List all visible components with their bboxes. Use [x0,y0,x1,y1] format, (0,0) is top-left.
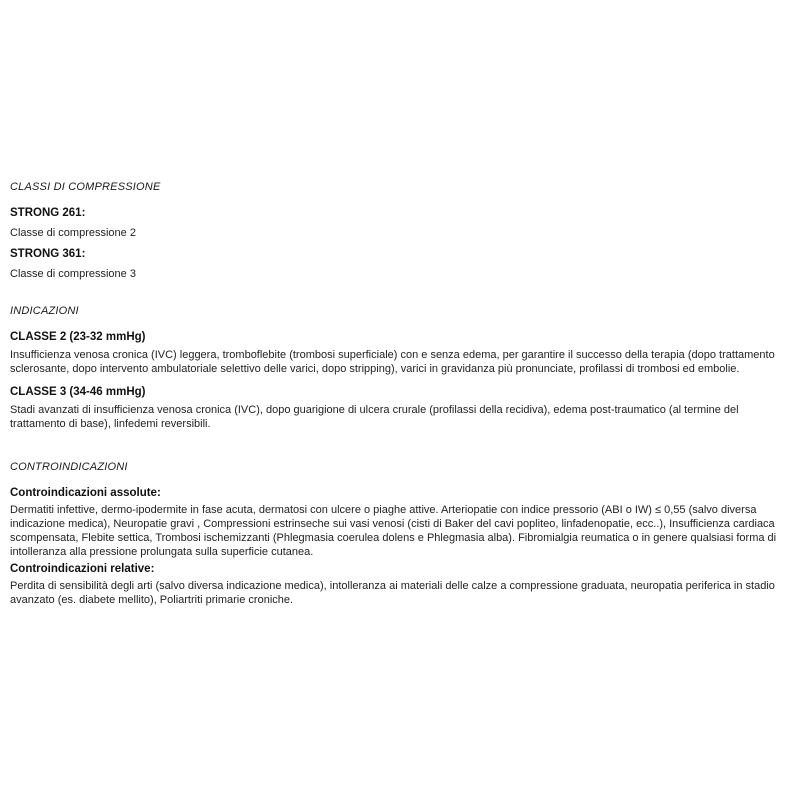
item-label-strong-261: STRONG 261: [10,207,86,219]
item-text-strong-361: Classe di compressione 3 [10,268,136,280]
section-heading-contraindications: CONTROINDICAZIONI [10,461,128,473]
section-indications [10,305,790,431]
item-label-absolute-contraindications: Controindicazioni assolute: [10,487,161,499]
item-text-absolute-contraindications: Dermatiti infettive, dermo-ipodermite in fase acuta, dermatosi con ulcere o piaghe attive. Arteriopatie con indice pressorio (ABI o IW) ≤ 0,55 (salvo diversa indicazione medica), Neuropatie gravi , Compressioni estrinseche sui vasi venosi (cisti di Baker del cavi popliteo, linfadenopatie, ecc..), Insufficienza cardiaca scompensata, Flebite settica, Trombosi ischemizzanti (Phlegmasia coerulea dolens e Phlegmasia alba). Fibromialgia reumatica o in genere qualsiasi forma di intolleranza alla pressione prolungata sulla superficie cutanea. [10,504,777,558]
item-label-class-2: CLASSE 2 (23-32 mmHg) [10,331,146,343]
section-heading-indications: INDICAZIONI [10,305,79,317]
document-content [10,181,790,610]
item-text-strong-261: Classe di compressione 2 [10,227,136,239]
item-text-relative-contraindications: Perdita di sensibilità degli arti (salvo diversa indicazione medica), intolleranza ai materiali delle calze a compressione graduata, neuropatia periferica in stadio avanzato (es. diabete mellito), Poliartriti primarie croniche. [10,580,775,606]
section-contraindications [10,461,790,607]
item-text-class-3: Stadi avanzati di insufficienza venosa cronica (IVC), dopo guarigione di ulcera crurale (profilassi della recidiva), edema post-traumatico (al termine del trattamento di base), linfedemi reversibili. [10,404,739,430]
item-text-class-2: Insufficienza venosa cronica (IVC) leggera, tromboflebite (trombosi superficiale) con e senza edema, per garantire il successo della terapia (dopo trattamento sclerosante, dopo intervento ambulatoriale selettivo delle varici, dopo stripping), varici in gravidanza più pronunciate, profilassi di trombosi ed embolie. [10,349,775,375]
item-label-class-3: CLASSE 3 (34-46 mmHg) [10,386,146,398]
item-label-strong-361: STRONG 361: [10,248,86,260]
section-heading-compression-classes: CLASSI DI COMPRESSIONE [10,181,161,193]
section-compression-classes [10,181,790,281]
item-label-relative-contraindications: Controindicazioni relative: [10,563,155,575]
